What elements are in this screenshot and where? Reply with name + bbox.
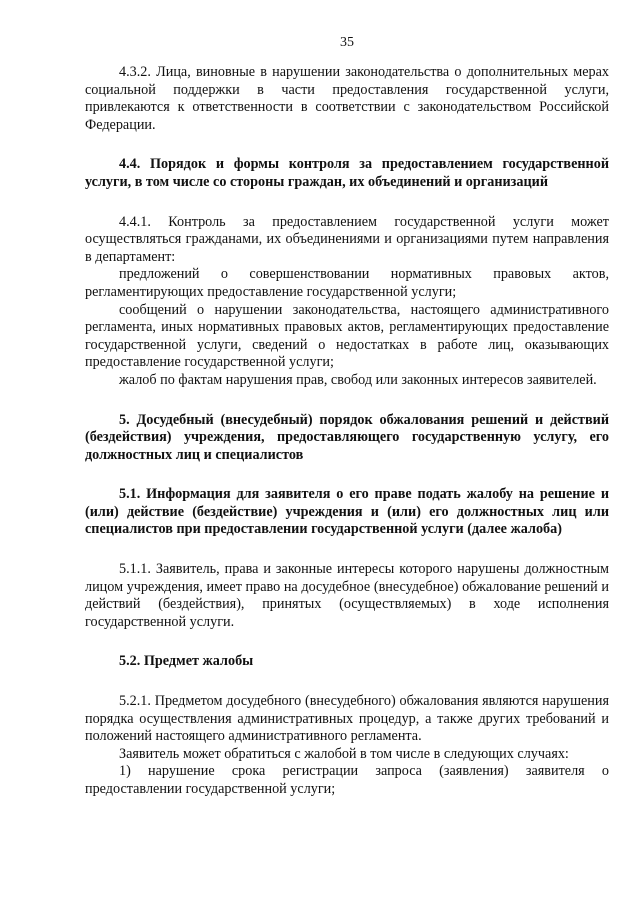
heading-5-2: 5.2. Предмет жалобы — [119, 653, 254, 670]
paragraph-5-2-1: 5.2.1. Предметом досудебного (внесудебного) обжалования являются нарушения порядка осуществления административных процедур, а также других требований и положений настоящего административного регламента. — [85, 693, 609, 745]
page-number: 35 — [340, 35, 354, 50]
document-body — [85, 64, 609, 799]
paragraph-5-1-1: 5.1.1. Заявитель, права и законные интересы которого нарушены должностным лицом учреждения, имеет право на досудебное (внесудебное) обжалование решений и действий (бездействия), принятых (осуществляемых) в ходе исполнения государственной услуги. — [85, 561, 609, 630]
list-item-complaints: жалоб по фактам нарушения прав, свобод или законных интересов заявителей. — [119, 371, 597, 388]
heading-5-1: 5.1. Информация для заявителя о его праве подать жалобу на решение и (или) действие (бездействие) учреждения и (или) его должностных лиц или специалистов при предоставлении государственной услуги (далее жалоба) — [85, 486, 609, 538]
paragraph-cases-intro: Заявитель может обратиться с жалобой в том числе в следующих случаях: — [119, 745, 569, 762]
heading-section-5: 5. Досудебный (внесудебный) порядок обжалования решений и действий (бездействия) учреждения, предоставляющего государственную услугу, его должностных лиц и специалистов — [85, 411, 609, 463]
list-item-case-1: 1) нарушение срока регистрации запроса (заявления) заявителя о предоставлении государственной услуги; — [85, 763, 609, 797]
paragraph-4-3-2: 4.3.2. Лица, виновные в нарушении законодательства о дополнительных мерах социальной поддержки в части предоставления государственной услуги, привлекаются к ответственности в соответствии с законодательством Российской Федерации. — [85, 64, 609, 133]
paragraph-4-4-1: 4.4.1. Контроль за предоставлением государственной услуги может осуществляться гражданами, их объединениями и организациями путем направления в департамент: — [85, 213, 609, 265]
list-item-reports: сообщений о нарушении законодательства, настоящего административного регламента, иных нормативных правовых актов, регламентирующих предоставление государственной услуги, сведений о недостатках в работе лиц, оказывающих предоставление государственной услуги; — [85, 301, 609, 371]
heading-4-4: 4.4. Порядок и формы контроля за предоставлением государственной услуги, в том числе со стороны граждан, их объединений и организаций — [85, 156, 609, 190]
list-item-proposals: предложений о совершенствовании нормативных правовых актов, регламентирующих предоставление государственной услуги; — [85, 266, 609, 300]
